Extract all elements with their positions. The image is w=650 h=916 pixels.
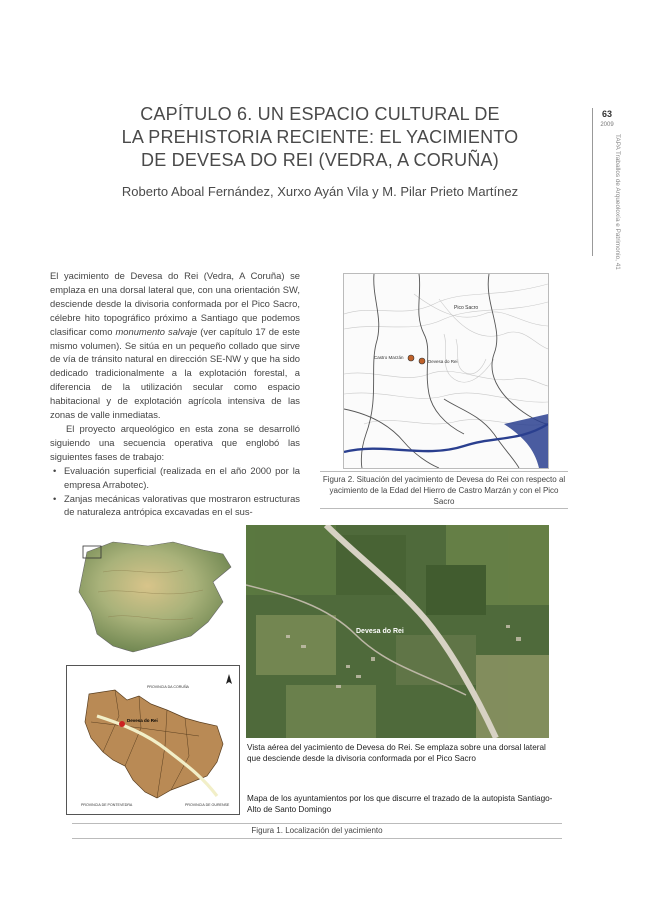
caption-rule <box>320 471 568 472</box>
series-title: TAPA Traballos de Arqueoloxía e Patrimonio, 41 <box>614 134 621 270</box>
iberian-peninsula-relief-map <box>73 532 243 657</box>
devesa-do-rei-label: Devesa do Rei <box>428 359 458 364</box>
phase-list <box>50 464 300 520</box>
castro-marzan-label: Castro Marzán <box>374 355 404 360</box>
ourense-label: PROVINCIA DE OURENSE <box>185 803 230 807</box>
list-item: • Evaluación superficial (realizada en el año 2000 por la empresa Arrabotec). <box>64 464 300 492</box>
pico-sacro-label: Pico Sacro <box>454 305 479 311</box>
authors: Roberto Aboal Fernández, Xurxo Ayán Vila y M. Pilar Prieto Martínez <box>121 184 519 199</box>
margin-rule <box>592 108 593 256</box>
site-marker <box>119 721 125 727</box>
photo-site-label: Devesa do Rei <box>356 628 404 635</box>
title-line-1: CAPÍTULO 6. UN ESPACIO CULTURAL DE <box>140 104 500 124</box>
caption-rule <box>72 838 562 839</box>
river-basin <box>504 414 548 468</box>
aerial-photo <box>246 525 549 738</box>
chapter-title <box>60 103 580 172</box>
figure-2-caption: Figura 2. Situación del yacimiento de Devesa do Rei con respecto al yacimiento de la Edad del Hierro de Castro Marzán y con el Pico Sacro <box>322 475 566 506</box>
page-number: 63 <box>601 109 612 119</box>
paragraph-2: El proyecto arqueológico en esta zona se desarrolló siguiendo una secuencia operativa que englobó las siguientes fases de trabajo: <box>50 422 300 462</box>
body-text <box>50 269 300 519</box>
title-line-2: LA PREHISTORIA RECIENTE: EL YACIMIENTO <box>121 127 519 147</box>
caption-rule <box>320 508 568 509</box>
peninsula-shape <box>79 542 231 652</box>
caption-rule <box>72 823 562 824</box>
coruna-label: PROVINCIA DA CORUÑA <box>147 685 189 689</box>
year: 2009 <box>600 122 614 128</box>
topographic-map-svg <box>344 274 548 468</box>
photo-caption: Vista aérea del yacimiento de Devesa do Rei. Se emplaza sobre una dorsal lateral que desciende desde la divisoria conformada por el Pico Sacro <box>247 743 546 763</box>
devesa-do-rei-marker <box>419 358 425 364</box>
figure-1-caption: Figura 1. Localización del yacimiento <box>251 826 383 835</box>
pontevedra-label: PROVINCIA DE PONTEVEDRA <box>81 803 133 807</box>
map-caption: Mapa de los ayuntamientos por los que discurre el trazado de la autopista Santiago-Alto de Santo Domingo <box>247 794 553 814</box>
title-line-3: DE DEVESA DO REI (VEDRA, A CORUÑA) <box>141 150 499 170</box>
figure-2-topographic-map <box>343 273 549 469</box>
list-item: • Zanjas mecánicas valorativas que mostraron estructuras de naturaleza antrópica excavadas en el sus- <box>64 492 300 520</box>
municipalities-map <box>66 665 240 815</box>
site-label: Devesa do Rei <box>127 718 158 723</box>
castro-marzan-marker <box>408 355 414 361</box>
paragraph-1: El yacimiento de Devesa do Rei (Vedra, A Coruña) se emplaza en una dorsal lateral que, con una orientación SW, desciende desde la divisoria conformada por el Pico Sacro, célebre hito topográfico próximo a Santiago que podemos clasificar como monumento salvaje (ver capítulo 17 de este mismo volumen). Se sitúa en un pequeño collado que sirve de vía de tránsito natural en dirección SE-NW y que ha sido dedicado tradicionalmente a la explotación forestal, a diferencia de la utilización secular como espacio habitacional y de explotación agrícola intensiva de las zonas de valle inmediatas. <box>50 270 300 421</box>
